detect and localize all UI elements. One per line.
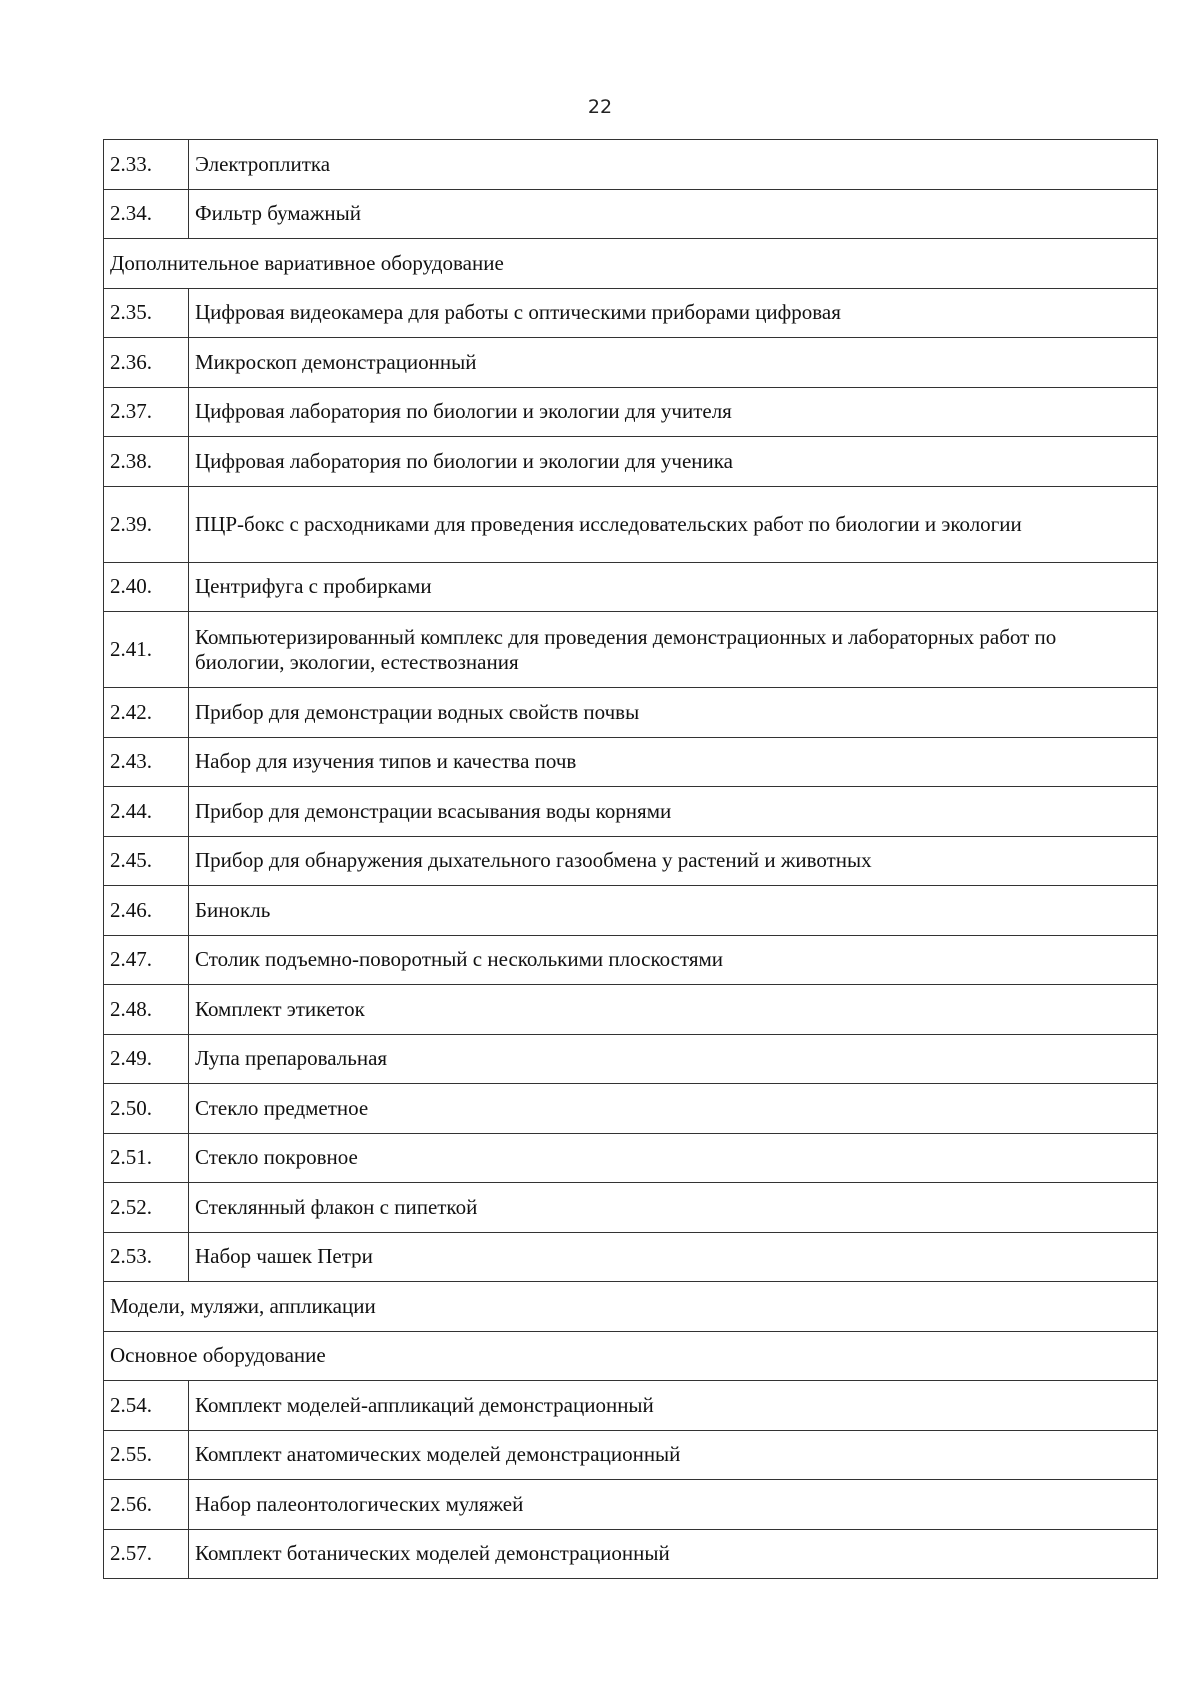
table-row xyxy=(104,140,1158,190)
item-name: Прибор для демонстрации всасывания воды корнями xyxy=(189,787,1158,837)
item-number: 2.57. xyxy=(104,1529,189,1579)
item-name: Комплект ботанических моделей демонстрационный xyxy=(189,1529,1158,1579)
item-name: Набор для изучения типов и качества почв xyxy=(189,737,1158,787)
item-name: Стекло предметное xyxy=(189,1084,1158,1134)
item-number: 2.50. xyxy=(104,1084,189,1134)
table-row xyxy=(104,1084,1158,1134)
item-name: Цифровая лаборатория по биологии и экологии для учителя xyxy=(189,387,1158,437)
table-row xyxy=(104,486,1158,562)
item-name: Цифровая лаборатория по биологии и экологии для ученика xyxy=(189,437,1158,487)
table-row xyxy=(104,935,1158,985)
item-number: 2.51. xyxy=(104,1133,189,1183)
item-number: 2.40. xyxy=(104,562,189,612)
table-row xyxy=(104,688,1158,738)
item-name: Центрифуга с пробирками xyxy=(189,562,1158,612)
item-number: 2.47. xyxy=(104,935,189,985)
table-row xyxy=(104,1381,1158,1431)
table-row xyxy=(104,562,1158,612)
item-number: 2.54. xyxy=(104,1381,189,1431)
table-row xyxy=(104,1034,1158,1084)
table-row xyxy=(104,338,1158,388)
table-row xyxy=(104,737,1158,787)
table-row xyxy=(104,1133,1158,1183)
table-row xyxy=(104,836,1158,886)
table-row xyxy=(104,1183,1158,1233)
table-row xyxy=(104,612,1158,688)
item-name: Набор палеонтологических муляжей xyxy=(189,1480,1158,1530)
item-name: Прибор для обнаружения дыхательного газообмена у растений и животных xyxy=(189,836,1158,886)
section-title: Модели, муляжи, аппликации xyxy=(104,1282,1158,1332)
item-number: 2.34. xyxy=(104,189,189,239)
item-name: Столик подъемно-поворотный с несколькими плоскостями xyxy=(189,935,1158,985)
table-row xyxy=(104,1480,1158,1530)
item-name: Комплект этикеток xyxy=(189,985,1158,1035)
item-name: Набор чашек Петри xyxy=(189,1232,1158,1282)
item-name: Комплект анатомических моделей демонстрационный xyxy=(189,1430,1158,1480)
item-name: Стеклянный флакон с пипеткой xyxy=(189,1183,1158,1233)
item-name: Стекло покровное xyxy=(189,1133,1158,1183)
item-number: 2.55. xyxy=(104,1430,189,1480)
section-header-row xyxy=(104,1331,1158,1381)
table-row xyxy=(104,985,1158,1035)
item-number: 2.42. xyxy=(104,688,189,738)
item-name: Лупа препаровальная xyxy=(189,1034,1158,1084)
item-number: 2.56. xyxy=(104,1480,189,1530)
page-number: 22 xyxy=(587,96,613,118)
item-name: Электроплитка xyxy=(189,140,1158,190)
item-number: 2.37. xyxy=(104,387,189,437)
item-number: 2.49. xyxy=(104,1034,189,1084)
item-name: Цифровая видеокамера для работы с оптическими приборами цифровая xyxy=(189,288,1158,338)
table-row xyxy=(104,787,1158,837)
item-number: 2.41. xyxy=(104,612,189,688)
item-name: Компьютеризированный комплекс для проведения демонстрационных и лабораторных работ по биологии, экологии, естествознания xyxy=(189,612,1158,688)
table-row xyxy=(104,1529,1158,1579)
item-name: Прибор для демонстрации водных свойств почвы xyxy=(189,688,1158,738)
item-number: 2.45. xyxy=(104,836,189,886)
table-row xyxy=(104,1430,1158,1480)
item-name: Микроскоп демонстрационный xyxy=(189,338,1158,388)
item-number: 2.48. xyxy=(104,985,189,1035)
item-name: Комплект моделей-аппликаций демонстрационный xyxy=(189,1381,1158,1431)
item-number: 2.38. xyxy=(104,437,189,487)
item-number: 2.46. xyxy=(104,886,189,936)
item-number: 2.43. xyxy=(104,737,189,787)
table-row xyxy=(104,886,1158,936)
table-row xyxy=(104,1232,1158,1282)
table-row xyxy=(104,288,1158,338)
table-row xyxy=(104,437,1158,487)
item-name: Бинокль xyxy=(189,886,1158,936)
item-number: 2.53. xyxy=(104,1232,189,1282)
section-header-row xyxy=(104,239,1158,289)
table-row xyxy=(104,189,1158,239)
equipment-table xyxy=(103,139,1158,1579)
item-number: 2.36. xyxy=(104,338,189,388)
item-number: 2.33. xyxy=(104,140,189,190)
section-title: Основное оборудование xyxy=(104,1331,1158,1381)
item-number: 2.52. xyxy=(104,1183,189,1233)
table-row xyxy=(104,387,1158,437)
section-header-row xyxy=(104,1282,1158,1332)
equipment-table-body xyxy=(104,140,1158,1579)
item-name: Фильтр бумажный xyxy=(189,189,1158,239)
item-name: ПЦР-бокс с расходниками для проведения исследовательских работ по биологии и экологии xyxy=(189,486,1158,562)
item-number: 2.35. xyxy=(104,288,189,338)
section-title: Дополнительное вариативное оборудование xyxy=(104,239,1158,289)
item-number: 2.39. xyxy=(104,486,189,562)
item-number: 2.44. xyxy=(104,787,189,837)
